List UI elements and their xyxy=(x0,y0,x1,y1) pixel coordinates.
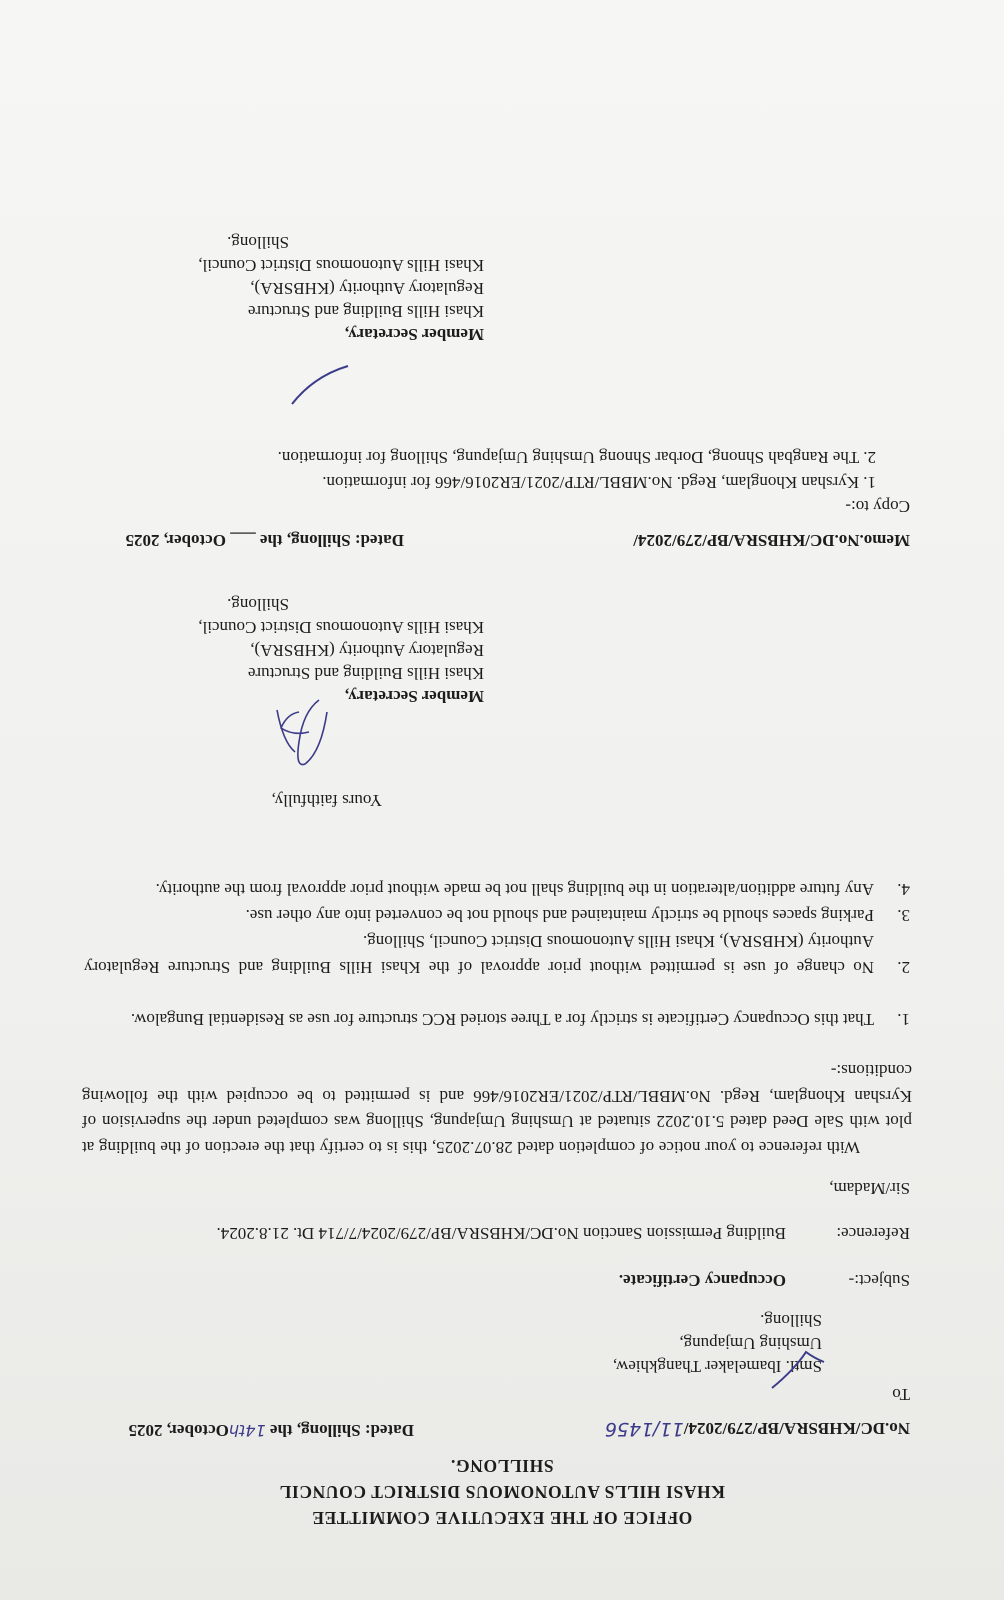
condition-number: 2. xyxy=(897,958,910,977)
memo-date-prefix: Dated: Shillong, the xyxy=(269,1421,414,1440)
condition-number: 4. xyxy=(897,880,910,899)
header-office: OFFICE OF THE EXECUTIVE COMMITTEE xyxy=(311,1508,693,1528)
to-label: To xyxy=(892,1385,910,1404)
reference-text: Building Permission Sanction No.DC/KHBSRA/BP/279/2024/7/714 Dt. 21.8.2024. xyxy=(216,1224,786,1243)
addressee-name: Smti. Ibamelaker Thangkhiew, xyxy=(612,1357,822,1376)
signatory2-line: Shillong. xyxy=(227,233,289,252)
reference-label: Reference: xyxy=(836,1224,910,1243)
memo-date xyxy=(129,1420,415,1440)
memo-handwritten-number: 11/1456 xyxy=(604,1418,684,1440)
copy-to-text: The Rangbah Shnong, Dorbar Shnong Umshing Umjapung, Shillong for information. xyxy=(277,448,860,467)
copy-to-label: Copy to:- xyxy=(845,497,910,516)
condition-item xyxy=(84,903,910,929)
signatory2-block xyxy=(198,231,484,346)
condition-text: That this Occupancy Certificate is strictly for a Three storied RCC structure for use as Residential Bungalow. xyxy=(130,1010,874,1029)
salutation: Sir/Madam, xyxy=(829,1179,910,1198)
signature-stroke-icon xyxy=(284,360,354,410)
memo-date-day: 14th xyxy=(228,1421,266,1440)
addressee-locality: Umshing Umjapung, xyxy=(679,1334,822,1353)
copy-to-number: 2. xyxy=(863,448,876,467)
condition-item xyxy=(84,877,910,903)
addressee-city: Shillong. xyxy=(760,1311,822,1330)
subject-text: Occupancy Certificate. xyxy=(618,1271,786,1290)
signatory-line: Shillong. xyxy=(227,595,289,614)
signatory-line: Khasi Hills Building and Structure xyxy=(247,664,484,683)
memo-number xyxy=(605,1418,910,1440)
condition-text: Any future addition/alteration in the building shall not be made without prior approval from the authority. xyxy=(155,880,874,899)
signatory2-line: Regulatory Authority (KHBSRA), xyxy=(250,279,484,298)
copy-to-item xyxy=(322,472,876,492)
condition-item xyxy=(84,1007,910,1033)
signatory-block xyxy=(198,593,484,708)
header-city: SHILLONG. xyxy=(450,1456,554,1476)
memo-date-suffix: October, 2025 xyxy=(128,1421,229,1440)
condition-text: Parking spaces should be strictly maintained and should not be converted into any other use. xyxy=(245,906,874,925)
signatory-line: Khasi Hills Autonomous District Council, xyxy=(198,618,484,637)
tick-mark-icon xyxy=(768,1344,828,1392)
header-council: KHASI HILLS AUTONOMOUS DISTRICT COUNCIL xyxy=(279,1482,725,1502)
memo-number-text: No.DC/KHBSRA/BP/279/2024/ xyxy=(683,1419,910,1438)
closing: Yours faithfully, xyxy=(271,791,382,810)
copy-to-item xyxy=(278,447,876,467)
signatory2-line: Khasi Hills Building and Structure xyxy=(247,302,484,321)
condition-number: 1. xyxy=(897,1010,910,1029)
signatory-title: Member Secretary, xyxy=(344,687,484,706)
condition-number: 3. xyxy=(897,906,910,925)
signatory-line: Regulatory Authority (KHBSRA), xyxy=(250,641,484,660)
memo-bottom-number: Memo.No.DC/KHBSRA/BP/279/2024/ xyxy=(633,531,910,550)
subject-label: Subject:- xyxy=(848,1271,910,1290)
signatory2-title: Member Secretary, xyxy=(344,325,484,344)
condition-text: No change of use is permitted without prior approval of the Khasi Hills Building and Structure Regulatory Authority (KHBSRA), Khasi Hills Autonomous District Council, Shillong. xyxy=(84,932,874,977)
body-paragraph: With reference to your notice of completion dated 28.07.2025, this is to certify that the erection of the building at plot with Sale Deed dated 5.10.2022 situated at Umshing Umjapung, Shillong was completed under the supervision of Kyrshan Khonglam, Regd. No.MBBL/RTP/2021/ER2016/466 and is permitted to be occupied with the following conditions:- xyxy=(82,1061,912,1157)
signatory2-line: Khasi Hills Autonomous District Council, xyxy=(198,256,484,275)
condition-item xyxy=(84,929,910,980)
copy-to-number: 1. xyxy=(863,473,876,492)
copy-to-text: Kyrshan Khonglam, Regd. No.MBBL/RTP/2021/ER2016/466 for information. xyxy=(322,473,859,492)
memo-bottom-date: Dated: Shillong, the ___ October, 2025 xyxy=(125,531,404,550)
